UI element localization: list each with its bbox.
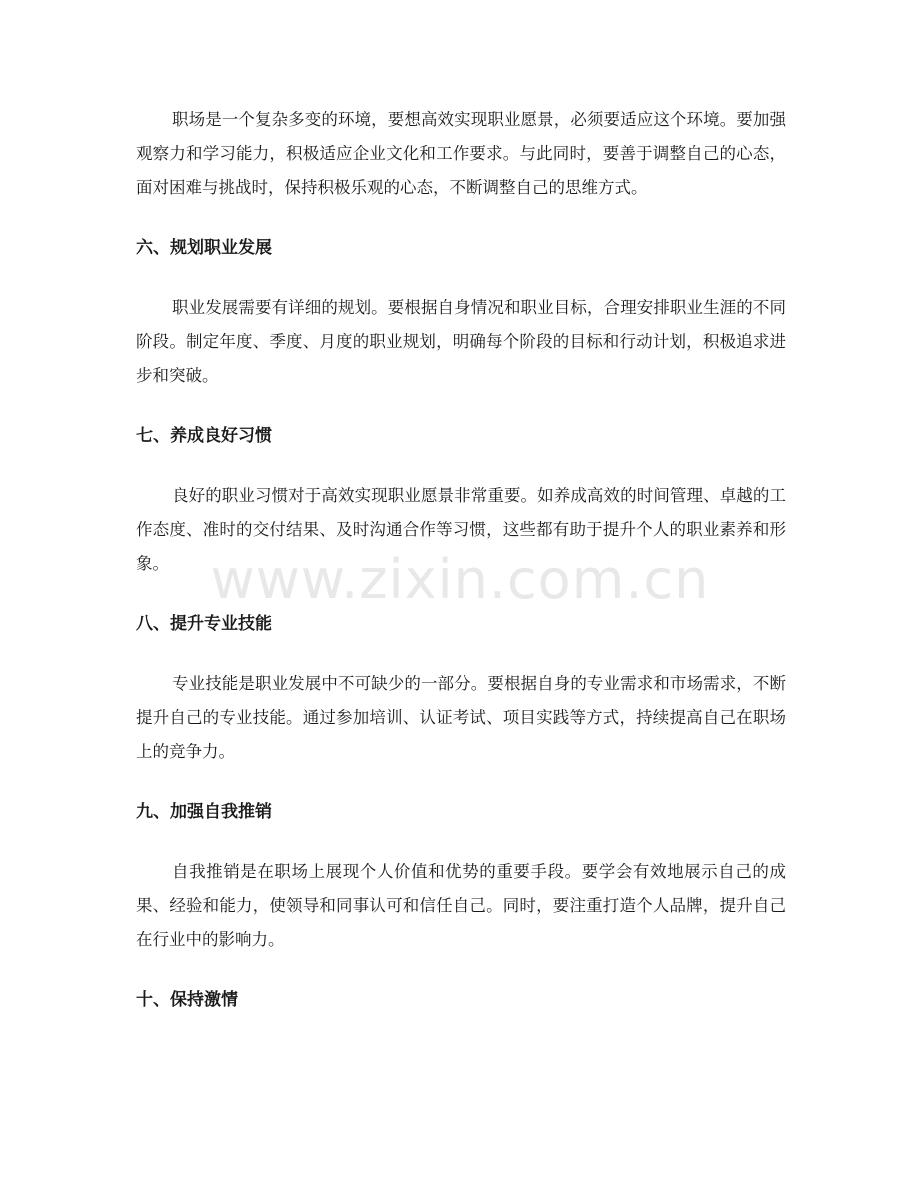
section-paragraph-7: 良好的职业习惯对于高效实现职业愿景非常重要。如养成高效的时间管理、卓越的工作态度、准时的交付结果、及时沟通合作等习惯，这些都有助于提升个人的职业素养和形象。 bbox=[136, 486, 786, 573]
intro-paragraph: 职场是一个复杂多变的环境，要想高效实现职业愿景，必须要适应这个环境。要加强观察力和学习能力，积极适应企业文化和工作要求。与此同时，要善于调整自己的心态，面对困难与挑战时，保持积极乐观的心态，不断调整自己的思维方式。 bbox=[136, 110, 786, 197]
watermark-text: www.zixin.com.cn bbox=[210, 548, 710, 611]
document-body bbox=[136, 103, 786, 1017]
section-heading-10: 十、保持激情 bbox=[136, 990, 238, 1010]
section-heading-6: 六、规划职业发展 bbox=[136, 238, 272, 258]
section-heading-8: 八、提升专业技能 bbox=[136, 614, 272, 634]
section-heading-9: 九、加强自我推销 bbox=[136, 802, 272, 822]
section-paragraph-9: 自我推销是在职场上展现个人价值和优势的重要手段。要学会有效地展示自己的成果、经验和能力，使领导和同事认可和信任自己。同时，要注重打造个人品牌，提升自己在行业中的影响力。 bbox=[136, 862, 786, 949]
section-paragraph-6: 职业发展需要有详细的规划。要根据自身情况和职业目标，合理安排职业生涯的不同阶段。制定年度、季度、月度的职业规划，明确每个阶段的目标和行动计划，积极追求进步和突破。 bbox=[136, 298, 786, 385]
section-paragraph-8: 专业技能是职业发展中不可缺少的一部分。要根据自身的专业需求和市场需求，不断提升自己的专业技能。通过参加培训、认证考试、项目实践等方式，持续提高自己在职场上的竞争力。 bbox=[136, 674, 786, 761]
section-heading-7: 七、养成良好习惯 bbox=[136, 426, 272, 446]
